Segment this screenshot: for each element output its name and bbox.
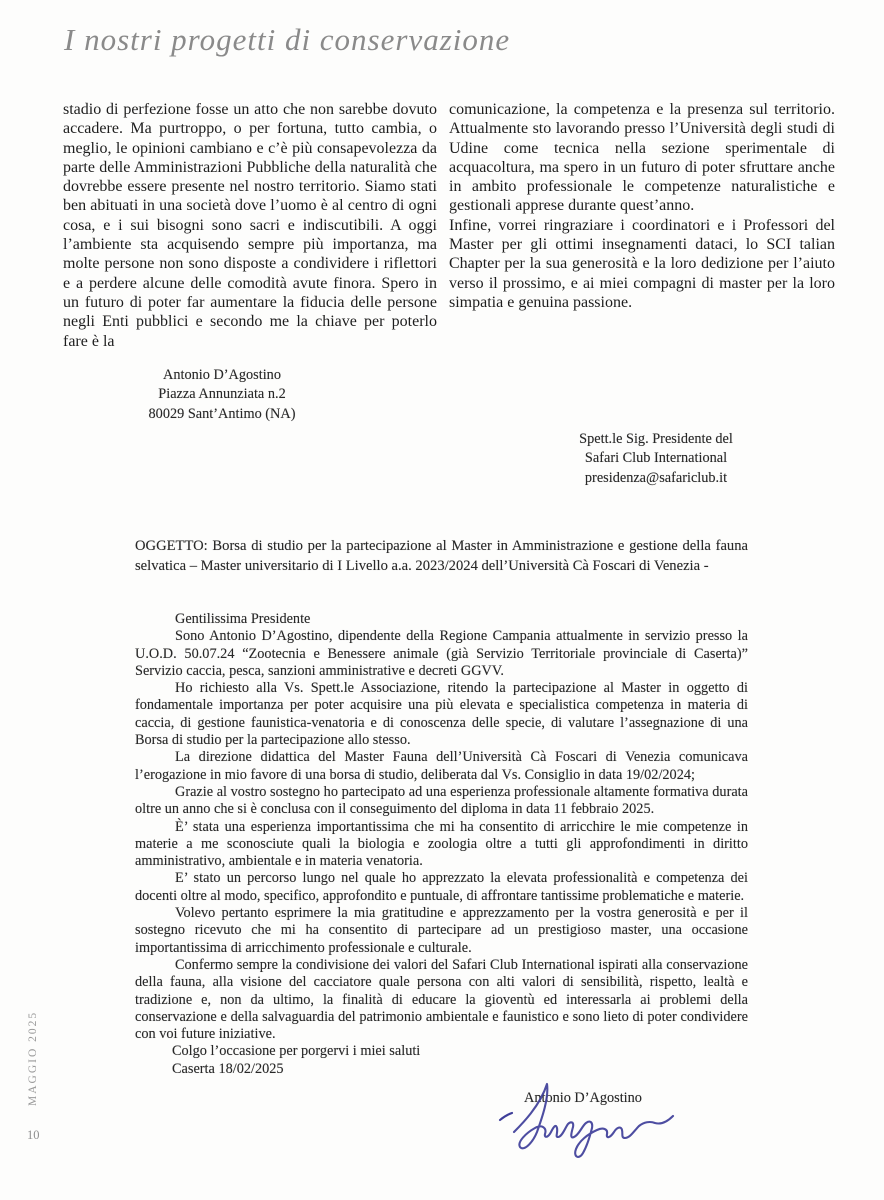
sender-name: Antonio D’Agostino <box>163 367 281 383</box>
article-paragraph: Infine, vorrei ringraziare i coordinatori e i Professori del Master per gli ottimi insegnamenti dataci, lo SCI talian Chapter per la sua generosità e la loro dedizione per l’aiuto verso il prossimo, e ai miei compagni di master per la loro simpatia e genuina passione. <box>449 216 835 311</box>
letter-paragraph: Ho richiesto alla Vs. Spett.le Associazione, ritendo la partecipazione al Master in oggetto di fondamentale importanza per poter acquisire una più elevata e specialistica competenza in materia di caccia, di gestione faunistica-venatoria e di conoscenza delle specie, di valutare l’assegnazione di una Borsa di studio per la partecipazione allo stesso. <box>135 680 748 749</box>
letter-paragraph: Volevo pertanto esprimere la mia gratitudine e apprezzamento per la vostra generosità e per il sostegno ricevuto che mi ha consentito di partecipare ad un prestigioso master, una occasione importantissima di arricchimento professionale e culturale. <box>135 905 748 956</box>
place-date-line: Caserta 18/02/2025 <box>172 1060 284 1077</box>
letter-paragraph: La direzione didattica del Master Fauna dell’Università Cà Foscari di Venezia comunicava l’erogazione in mio favore di una borsa di studio, deliberata dal Vs. Consiglio in data 19/02/2024; <box>135 749 748 783</box>
page-title: I nostri progetti di conservazione <box>64 22 511 57</box>
article-paragraph: stadio di perfezione fosse un atto che non sarebbe dovuto accadere. Ma purtroppo, o per fortuna, tutto cambia, o meglio, le opinioni cambiano e c’è più consapevolezza da parte delle Amministrazioni Pubbliche della naturalità che dovrebbe essere presente nel nostro territorio. Siamo stati ben abituati in una società dove l’uomo è al centro di ogni cosa, e i sui bisogni sono sacri e indiscutibili. A oggi l’ambiente sta acquisendo sempre più importanza, ma molte persone non sono disposte a condividere i riflettori e a perdere alcune delle comodità avute finora. Spero in un futuro di poter far aumentare la fiducia delle persone negli Enti pubblici e secondo me la chiave per poterlo fare è la <box>63 101 437 350</box>
page-number: 10 <box>27 1128 40 1142</box>
article-column-right <box>449 100 835 351</box>
sender-street: Piazza Annunziata n.2 <box>158 386 286 403</box>
letter-paragraph: Gentilissima Presidente <box>175 611 311 627</box>
article-columns <box>63 100 835 351</box>
article-paragraph: comunicazione, la competenza e la presenza sul territorio. Attualmente sto lavorando presso l’Università degli studi di Udine come tecnica nella sezione sperimentale di acquacoltura, ma spero in un futuro di poter sfruttare anche in ambito professionale le competenze naturalistiche e gestionali apprese durante quest’anno. <box>449 101 835 215</box>
recipient-address <box>566 430 746 488</box>
recipient-title: Spett.le Sig. Presidente del <box>579 431 733 447</box>
letter-body <box>135 611 748 1078</box>
edition-label: MAGGIO 2025 <box>27 1010 39 1106</box>
closing-line: Colgo l’occasione per porgervi i miei saluti <box>172 1043 421 1060</box>
letter-paragraph: Confermo sempre la condivisione dei valori del Safari Club International ispirati alla conservazione della fauna, alla visione del cacciatore quale persona con alti valori di sensibilità, rispetto, lealtà e tradizione e, non da ultimo, la finalità di educare la gioventù ed interessarla ai problemi della conservazione e della salvaguardia del patrimonio ambientale e faunistico e sono lieto di poter condividere con voi future iniziative. <box>135 956 748 1043</box>
sender-city: 80029 Sant’Antimo (NA) <box>148 405 296 422</box>
letter-paragraph: Sono Antonio D’Agostino, dipendente della Regione Campania attualmente in servizio presso la U.O.D. 50.07.24 “Zootecnia e Benessere animale (già Servizio Territoriale provinciale di Caserta)” Servizio caccia, pesca, sanzioni amministrative e decreti GGVV. <box>135 628 748 679</box>
recipient-org: Safari Club International <box>584 450 728 467</box>
letter-paragraph: Grazie al vostro sostegno ho partecipato ad una esperienza professionale altamente formativa durata oltre un anno che si è conclusa con il conseguimento del diploma in data 11 febbraio 2025. <box>135 783 748 818</box>
article-column-left <box>63 100 437 351</box>
letter-paragraph: E’ stato un percorso lungo nel quale ho apprezzato la elevata professionalità e competenza dei docenti oltre al modo, specifico, approfondito e puntuale, di affrontare tantissime problematiche e materie. <box>135 870 748 904</box>
signature-name: Antonio D’Agostino <box>524 1090 642 1106</box>
signature-scribble <box>490 1076 685 1168</box>
subject-line: OGGETTO: Borsa di studio per la partecipazione al Master in Amministrazione e gestione della fauna selvatica – Master universitario di I Livello a.a. 2023/2024 dell’Università Cà Foscari di Venezia - <box>135 538 748 574</box>
letter-paragraph: È’ stata una esperienza importantissima che mi ha consentito di arricchire le mie competenze in materie a me sconosciute quali la biologia e zoologia oltre a tutti gli approfondimenti in diritto amministrativo, ambientale e in materia venatoria. <box>135 818 748 870</box>
sender-address <box>142 366 302 424</box>
recipient-email: presidenza@safariclub.it <box>584 469 728 486</box>
